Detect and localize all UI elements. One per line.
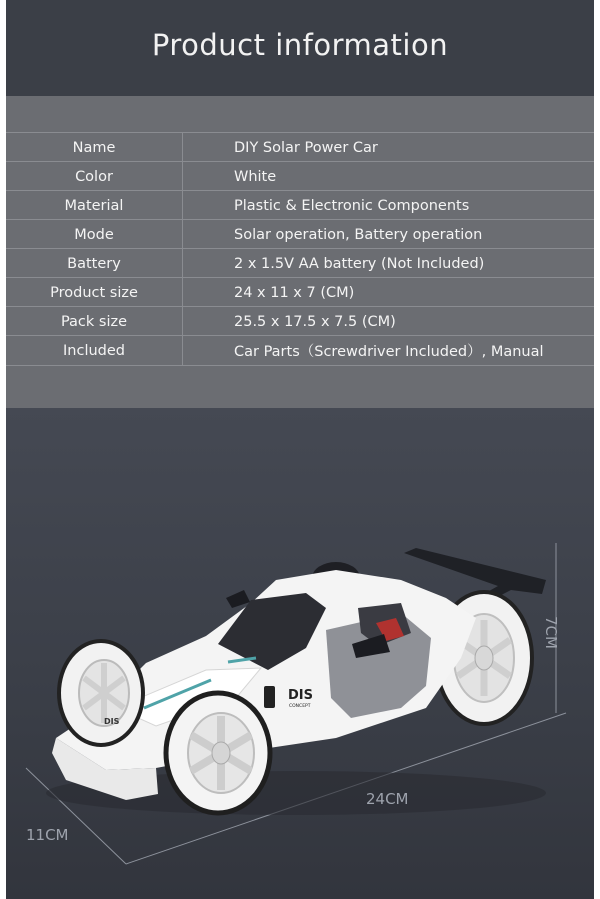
spec-label: Battery: [6, 249, 183, 278]
spec-label: Color: [6, 162, 183, 191]
spec-row: [6, 161, 594, 191]
spec-value: 2 x 1.5V AA battery (Not Included): [234, 255, 485, 272]
spec-value: DIY Solar Power Car: [234, 139, 378, 156]
spec-value: 25.5 x 17.5 x 7.5 (CM): [234, 313, 396, 330]
car-logo-subtext: CONCEPT: [289, 704, 311, 709]
spec-value: Solar operation, Battery operation: [234, 226, 483, 243]
spec-row: [6, 219, 594, 249]
nose-logo-text: DIS: [104, 717, 120, 726]
spec-value: Car Parts（Screwdriver Included）, Manual: [234, 344, 544, 360]
solar-car-illustration: [6, 408, 594, 899]
spec-row: [6, 306, 594, 336]
spec-label: Name: [6, 133, 183, 162]
header-banner: [6, 0, 594, 96]
car-logo-text: DIS: [288, 688, 313, 703]
spec-label: Product size: [6, 278, 183, 307]
length-dimension-label: 24CM: [366, 790, 409, 808]
spec-value: 24 x 11 x 7 (CM): [234, 284, 355, 301]
dis-concept-logo: [288, 688, 313, 709]
spec-label: Mode: [6, 220, 183, 249]
spec-label: Included: [6, 336, 183, 365]
product-photo-area: [6, 408, 594, 899]
spec-row: [6, 190, 594, 220]
spec-value: White: [234, 168, 277, 185]
width-dimension-label: 11CM: [26, 826, 69, 844]
spec-value: Plastic & Electronic Components: [234, 197, 470, 214]
page-title: Product information: [151, 28, 449, 62]
spec-table: [6, 96, 594, 408]
spec-row: [6, 132, 594, 162]
product-info-page: [6, 0, 594, 899]
spec-label: Material: [6, 191, 183, 220]
height-dimension-label: 7CM: [542, 616, 560, 649]
spec-label: Pack size: [6, 307, 183, 336]
spec-row: [6, 335, 594, 366]
spec-row: [6, 277, 594, 307]
spec-row: [6, 248, 594, 278]
